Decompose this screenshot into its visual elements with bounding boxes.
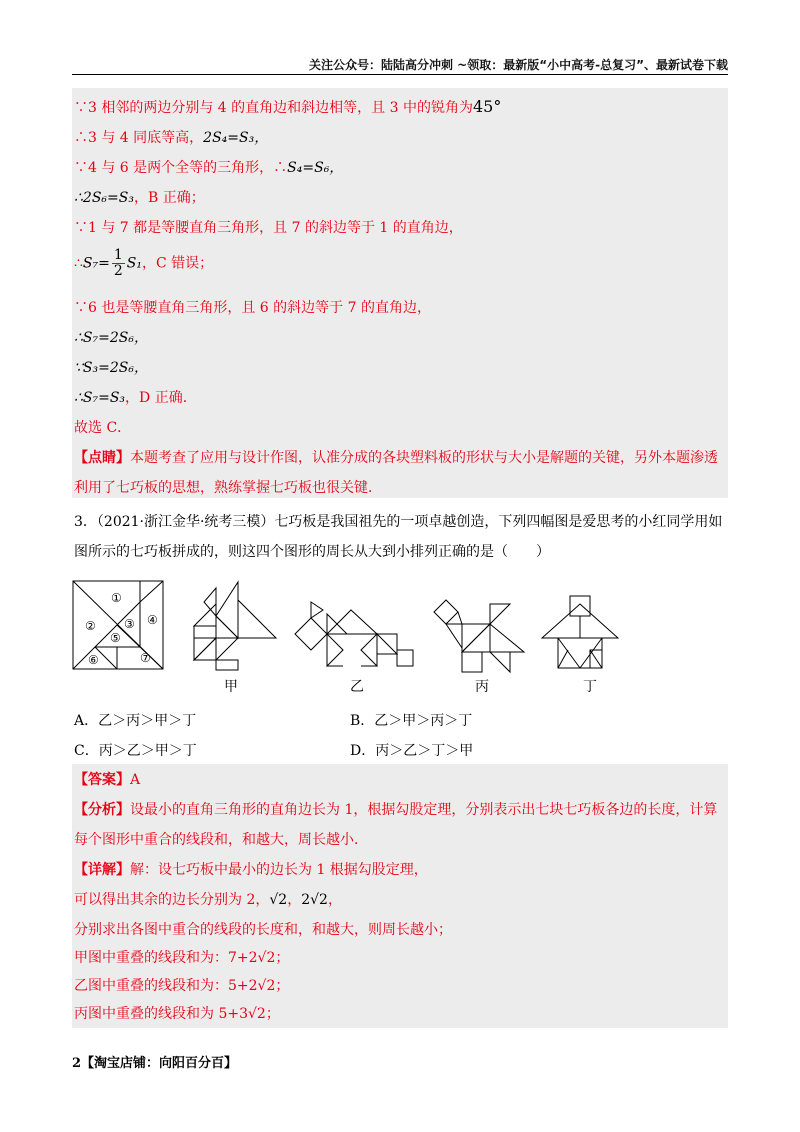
page-footer: 2【淘宝店铺：向阳百分百】 [72, 1056, 238, 1071]
question-3-line2: 图所示的七巧板拼成的，则这四个图形的周长从大到小排列正确的是（ ） [74, 544, 550, 560]
piece-label-1: ① [111, 591, 122, 605]
fraction-denominator: 2 [113, 263, 123, 279]
analysis-tag: 【分析】 [74, 802, 130, 818]
detail-line1: 【详解】解：设七巧板中最小的边长为 1 根据勾股定理， [74, 862, 428, 878]
detail-line2: 可以得出其余的边长分别为 2，√2，2√2， [74, 892, 342, 908]
fraction-numerator: 1 [113, 247, 123, 263]
option-c[interactable]: C．丙＞乙＞甲＞丁 [74, 743, 197, 759]
figure-jia [186, 580, 278, 676]
sol1-line6: ∴S₇= $\frac{1}{2}$ S₁，C 错误； [74, 247, 214, 279]
piece-label-3: ③ [124, 617, 135, 631]
detail-line5: 乙图中重叠的线段和为：5+2√2； [74, 978, 290, 994]
analysis-line1: 【分析】设最小的直角三角形的直角边长为 1，根据勾股定理，分别表示出七块七巧板各边的长度，计算 [74, 802, 718, 818]
comment-line1: 【点睛】本题考查了应用与设计作图，认准分成的各块塑料板的形状与大小是解题的关键，另外本题渗透 [74, 450, 718, 466]
comment-line2: 利用了七巧板的思想，熟练掌握七巧板也很关键． [74, 480, 382, 496]
option-a[interactable]: A．乙＞丙＞甲＞丁 [74, 713, 197, 729]
figure-yi [293, 600, 415, 672]
figure-bing [432, 590, 532, 674]
analysis-line2: 每个图形中重合的线段和，和越大，周长越小． [74, 832, 368, 848]
piece-label-7: ⑦ [140, 651, 151, 665]
detail-tag: 【详解】 [74, 862, 130, 878]
answer-value: A [130, 772, 141, 788]
sol1-line7: ∵6 也是等腰直角三角形，且 6 的斜边等于 7 的直角边， [74, 300, 431, 316]
piece-label-5: ⑤ [110, 631, 121, 645]
sol1-line4: ∴2S₆=S₃，B 正确； [74, 190, 205, 206]
sol1-line11: 故选 C． [74, 420, 132, 436]
sol1-line8: ∴S₇=2S₆， [74, 330, 148, 346]
option-d[interactable]: D．丙＞乙＞丁＞甲 [350, 743, 474, 759]
figure-label-bing: 丙 [475, 679, 489, 695]
piece-label-6: ⑥ [88, 653, 99, 667]
sol1-line1: ∵3 相邻的两边分别与 4 的直角边和斜边相等，且 3 中的锐角为45° [74, 97, 502, 116]
sol1-line5: ∵1 与 7 都是等腰直角三角形，且 7 的斜边等于 1 的直角边， [74, 220, 463, 236]
figure-label-ding: 丁 [583, 679, 597, 695]
answer-tag: 【答案】 [74, 772, 130, 788]
page-header: 关注公众号：陆陆高分冲刺 ~领取：最新版“小中高考-总复习”、最新试卷下载 [309, 58, 728, 72]
detail-line6: 丙图中重叠的线段和为 5+3√2； [74, 1006, 280, 1022]
detail-line3: 分别求出各图中重合的线段的长度和，和越大，则周长越小； [74, 922, 452, 938]
option-b[interactable]: B．乙＞甲＞丙＞丁 [350, 713, 473, 729]
sol1-line2: ∴3 与 4 同底等高，2S₄=S₃， [74, 130, 269, 146]
header-rule [72, 74, 728, 75]
solution-shade-1 [72, 88, 728, 498]
piece-label-4: ④ [147, 613, 158, 627]
piece-label-2: ② [85, 619, 96, 633]
comment-tag: 【点睛】 [74, 450, 130, 466]
figure-ding [540, 594, 630, 674]
sol1-line3: ∵4 与 6 是两个全等的三角形，∴S₄=S₆， [74, 160, 344, 176]
answer-line [74, 770, 140, 790]
question-3-line1: 3．（2021·浙江金华·统考三模）七巧板是我国祖先的一项卓越创造，下列四幅图是爱思考的小红同学用如 [74, 514, 723, 530]
sol1-line9: ∵S₃=2S₆， [74, 360, 148, 376]
tangram-square-figure [72, 580, 168, 672]
detail-line4: 甲图中重叠的线段和为：7+2√2； [74, 950, 290, 966]
figure-label-jia: 甲 [224, 679, 238, 695]
figure-label-yi: 乙 [350, 679, 364, 695]
sol1-line10: ∴S₇=S₃，D 正确． [74, 390, 197, 406]
